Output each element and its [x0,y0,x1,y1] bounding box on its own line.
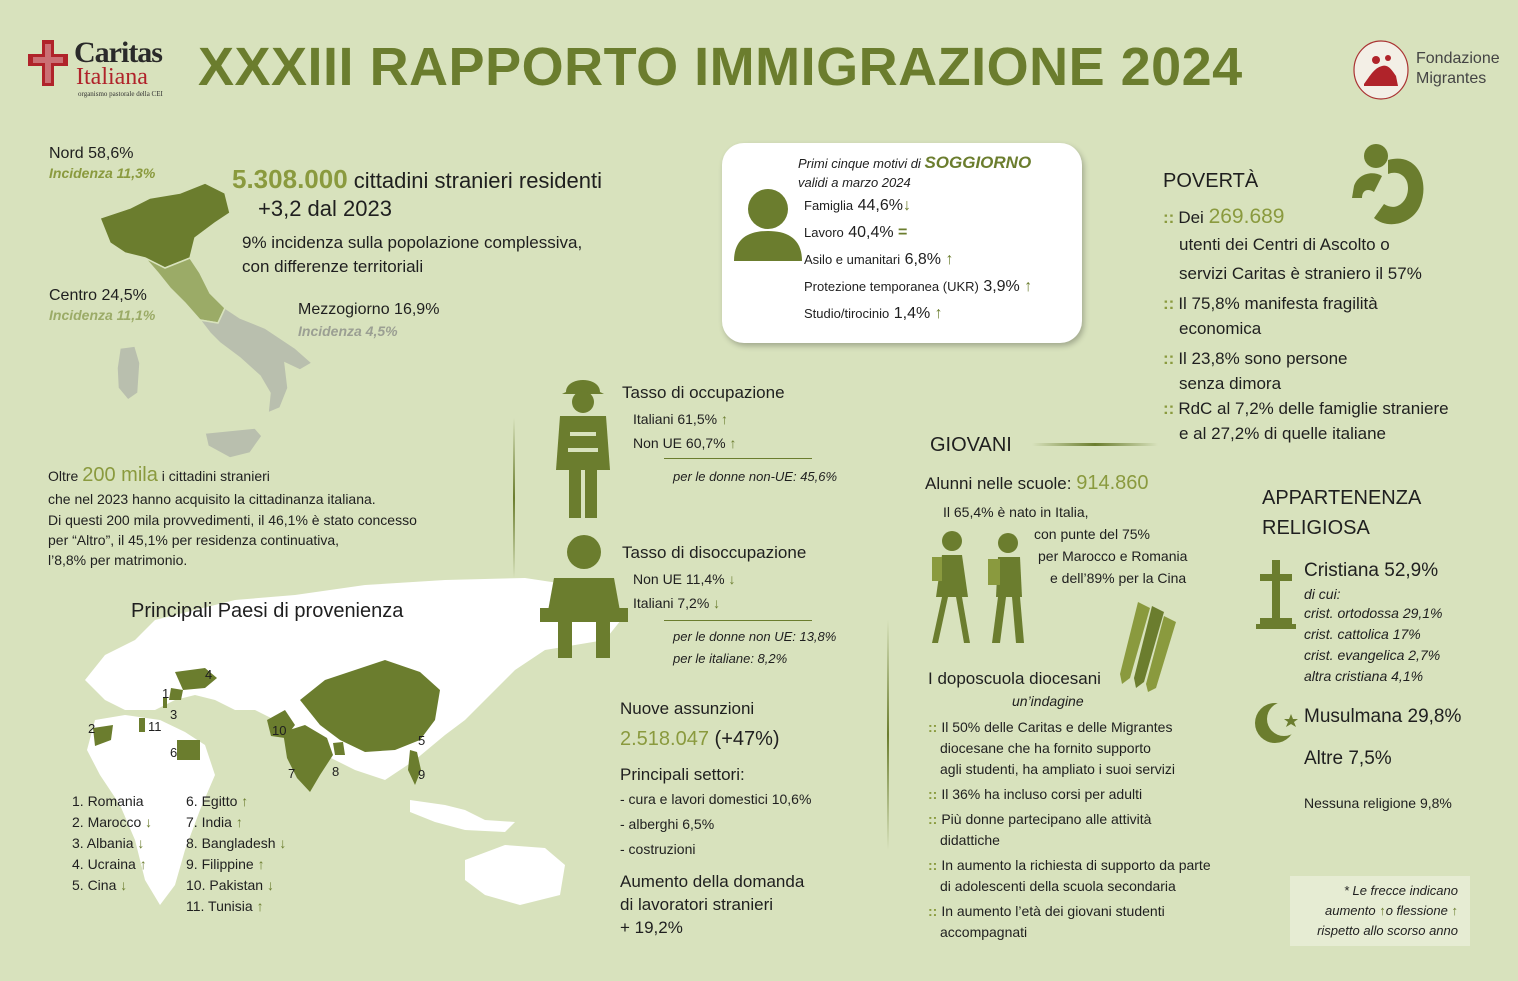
footnote-box [1290,876,1470,946]
citizenship-line2: che nel 2023 hanno acquisito la cittadinanza italiana. [48,491,376,507]
vertical-divider-left [513,418,515,578]
paese-11: 11. Tunisia ↑ [186,898,264,914]
occupazione-note: per le donne non-UE: 45,6% [673,469,838,484]
map-label-2: 2 [88,721,96,736]
bullet-icon: :: [928,786,938,802]
occupazione-row1: Italiani 61,5% ↑ [633,411,728,427]
assunzioni-value: 2.518.047 [620,728,709,750]
bullet-icon: :: [1163,349,1175,368]
tunisia-region [139,718,145,732]
paese-5: 5. Cina ↓ [72,877,128,893]
religione-title-l1: APPARTENENZA [1262,487,1422,509]
citizenship-big: 200 mila [82,464,158,486]
citizenship-line4: per “Altro”, il 45,1% per residenza continuativa, [48,532,340,548]
settore-2: - alberghi 6,5% [620,816,715,832]
residents-line1: 9% incidenza sulla popolazione complessiva, [242,233,583,252]
citizenship-line3: Di questi 200 mila provvedimenti, il 46,1% è stato concesso [48,512,417,528]
paese-7: 7. India ↑ [186,814,243,830]
poverta-b1: :: Dei 269.689 [1163,205,1285,228]
bullet-icon: :: [1163,208,1175,227]
crist-sub-4: altra cristiana 4,1% [1304,668,1424,684]
soggiorno-item: Lavoro 40,4% = [804,224,908,241]
alunni-row: Alunni nelle scuole: 914.860 [925,472,1149,494]
paese-8: 8. Bangladesh ↓ [186,835,287,851]
map-label-5: 5 [418,733,426,748]
students-icon [928,525,1038,645]
disoccupazione-note2: per le italiane: 8,2% [673,651,788,666]
settore-3: - costruzioni [620,841,696,857]
centro-incidenza: Incidenza 11,1% [49,307,156,323]
assunzioni-change: (+47%) [714,728,780,750]
dopo-b5: :: In aumento l’età dei giovani studenti [928,903,1165,919]
residents-headline [232,164,602,195]
egypt-region [177,740,200,760]
assunzioni-title: Nuove assunzioni [620,699,755,718]
centro-label: Centro 24,5% [49,287,147,304]
cristiana-row: Cristiana 52,9% [1304,560,1439,581]
migrantes-logo [1352,40,1502,100]
map-label-3: 3 [170,707,178,722]
giovani-rule [1032,443,1158,446]
caritas-logo [26,38,176,98]
giovani-title: GIOVANI [930,434,1012,456]
citizenship-line1 [48,466,270,485]
occupazione-title: Tasso di occupazione [622,383,785,402]
altre-row: Altre 7,5% [1304,748,1392,769]
bullet-icon: :: [928,903,938,919]
paese-2: 2. Marocco ↓ [72,814,153,830]
disoccupazione-row2: Italiani 7,2% ↓ [633,595,721,611]
poverta-b2-l2: economica [1179,319,1262,338]
dopo-b2: :: Il 36% ha incluso corsi per adulti [928,786,1143,802]
residents-line2: con differenze territoriali [242,257,424,276]
paese-6: 6. Egitto ↑ [186,793,249,809]
sicily [205,428,262,458]
paesi-title: Principali Paesi di provenienza [131,600,404,622]
giovani-l4: e dell’89% per la Cina [1050,570,1187,586]
sud-label: Mezzogiorno 16,9% [298,301,440,318]
poverta-b2: :: Il 75,8% manifesta fragilità [1163,294,1378,313]
caritas-sub: Italiana [76,64,148,90]
sardinia [117,346,140,400]
caritas-name: Caritas [74,36,162,69]
italy-centro-region [145,258,225,323]
domanda-l2: di lavoratori stranieri [620,895,774,914]
assunzioni-value-row [620,728,780,751]
soggiorno-box [722,143,1082,343]
footnote-l1: * Le frecce indicano [1343,883,1458,898]
footnote-l2: aumento ↑o flessione ↑ [1325,903,1458,918]
map-label-10: 10 [272,723,287,738]
settore-1: - cura e lavori domestici 10,6% [620,791,812,807]
dopo-b1-l3: agli studenti, ha ampliato i suoi servizi [940,761,1176,777]
worker-icon [548,370,618,518]
seated-man-icon [540,530,628,660]
caritas-tag: organismo pastorale della CEI [78,90,163,98]
soggiorno-item: Famiglia 44,6%↓ [804,197,911,214]
map-label-6: 6 [170,745,178,760]
cross-icon [1256,560,1296,630]
footnote-l3: rispetto allo scorso anno [1317,923,1458,938]
paese-10: 10. Pakistan ↓ [186,877,274,893]
giovani-l1: Il 65,4% è nato in Italia, [943,504,1089,520]
crist-sub-2: crist. cattolica 17% [1304,626,1421,642]
dopo-b4-l2: di adolescenti della scuola secondaria [940,878,1176,894]
settori-title: Principali settori: [620,765,745,784]
paese-3: 3. Albania ↓ [72,835,145,851]
map-label-8: 8 [332,764,340,779]
poverta-b3: :: Il 23,8% sono persone [1163,349,1348,368]
dopo-b4: :: In aumento la richiesta di supporto da parte [928,857,1211,873]
bullet-icon: :: [928,719,938,735]
crist-sub-3: crist. evangelica 2,7% [1304,647,1441,663]
sud-incidenza: Incidenza 4,5% [298,323,398,339]
nord-incidenza: Incidenza 11,3% [49,165,156,181]
poverta-title: POVERTÀ [1163,170,1259,192]
giovani-l3: per Marocco e Romania [1038,548,1188,564]
dopo-b3: :: Più donne partecipano alle attività [928,811,1152,827]
domanda-l3: + 19,2% [620,918,683,937]
poverta-b4-l2: e al 27,2% di quelle italiane [1179,424,1386,443]
religione-title-l2: RELIGIOSA [1262,517,1370,539]
citizenship-pre: Oltre [48,468,79,484]
vertical-divider-mid [887,620,889,850]
dopo-b1: :: Il 50% delle Caritas e delle Migrantes [928,719,1173,735]
poverta-b1-l2: utenti dei Centri di Ascolto o [1179,235,1390,254]
residents-count-text: cittadini stranieri residenti [353,168,603,193]
disoccupazione-divider [664,620,812,621]
dopo-b1-l2: diocesane che ha fornito supporto [940,740,1151,756]
crescent-icon [1255,700,1303,746]
paese-4: 4. Ucraina ↑ [72,856,147,872]
soggiorno-list [804,197,1032,332]
page-title: XXXIII RAPPORTO IMMIGRAZIONE 2024 [198,37,1243,97]
map-label-1: 1 [162,686,170,701]
paesi-col2 [186,792,286,915]
map-label-11: 11 [148,719,162,734]
paese-9: 9. Filippine ↑ [186,856,265,872]
indonesia-landmass [410,800,515,832]
dicui: di cui: [1304,586,1341,602]
migrantes-line1: Fondazione [1416,50,1500,67]
disoccupazione-title: Tasso di disoccupazione [622,543,807,562]
bullet-icon: :: [928,811,938,827]
soggiorno-item: Studio/tirocinio 1,4% ↑ [804,305,943,322]
bullet-icon: :: [1163,399,1175,418]
paese-1: 1. Romania [72,793,144,809]
italy-nord-region [100,183,230,268]
dopo-b3-l2: didattiche [940,832,1000,848]
soggiorno-title: Primi cinque motivi di SOGGIORNO [798,153,1032,172]
doposcuola-sub: un’indagine [1012,693,1084,709]
soggiorno-title-l2: validi a marzo 2024 [798,175,911,190]
disoccupazione-row1: Non UE 11,4% ↓ [633,571,736,587]
citizenship-post: i cittadini stranieri [161,468,270,484]
dopo-b5-l2: accompagnati [940,924,1028,940]
domanda-l1: Aumento della domanda [620,872,805,891]
australia-landmass [465,845,565,905]
person-icon [730,185,806,261]
paesi-col1 [72,792,152,894]
occupazione-divider [664,458,812,459]
nord-label: Nord 58,6% [49,145,134,162]
poverta-b4: :: RdC al 7,2% delle famiglie straniere [1163,399,1449,418]
map-label-9: 9 [418,767,426,782]
citizenship-line5: l’8,8% per matrimonio. [48,552,188,568]
bullet-icon: :: [1163,294,1175,313]
pencils-icon [1118,598,1178,692]
romania-region [169,688,183,700]
soggiorno-item: Asilo e umanitari 6,8% ↑ [804,251,954,268]
migrantes-seal-icon [1352,40,1410,100]
residents-change: +3,2 dal 2023 [258,196,392,221]
bullet-icon: :: [928,857,938,873]
musulmana-row: Musulmana 29,8% [1304,706,1462,727]
map-label-7: 7 [288,766,296,781]
soggiorno-item: Protezione temporanea (UKR) 3,9% ↑ [804,278,1033,295]
giovani-l2: con punte del 75% [1034,526,1150,542]
embrace-icon [1348,142,1430,228]
italy-sud-region [200,308,312,413]
doposcuola-title: I doposcuola diocesani [928,669,1101,688]
crist-sub-1: crist. ortodossa 29,1% [1304,605,1443,621]
map-label-4: 4 [205,667,213,682]
residents-count: 5.308.000 [232,164,348,194]
poverta-b3-l2: senza dimora [1179,374,1282,393]
disoccupazione-note1: per le donne non UE: 13,8% [673,629,837,644]
caritas-cross-icon [26,38,70,88]
nessuna-row: Nessuna religione 9,8% [1304,795,1452,811]
bangladesh-region [333,742,345,755]
occupazione-row2: Non UE 60,7% ↑ [633,435,737,451]
migrantes-line2: Migrantes [1416,70,1487,87]
poverta-b1-l3: servizi Caritas è straniero il 57% [1179,264,1422,283]
